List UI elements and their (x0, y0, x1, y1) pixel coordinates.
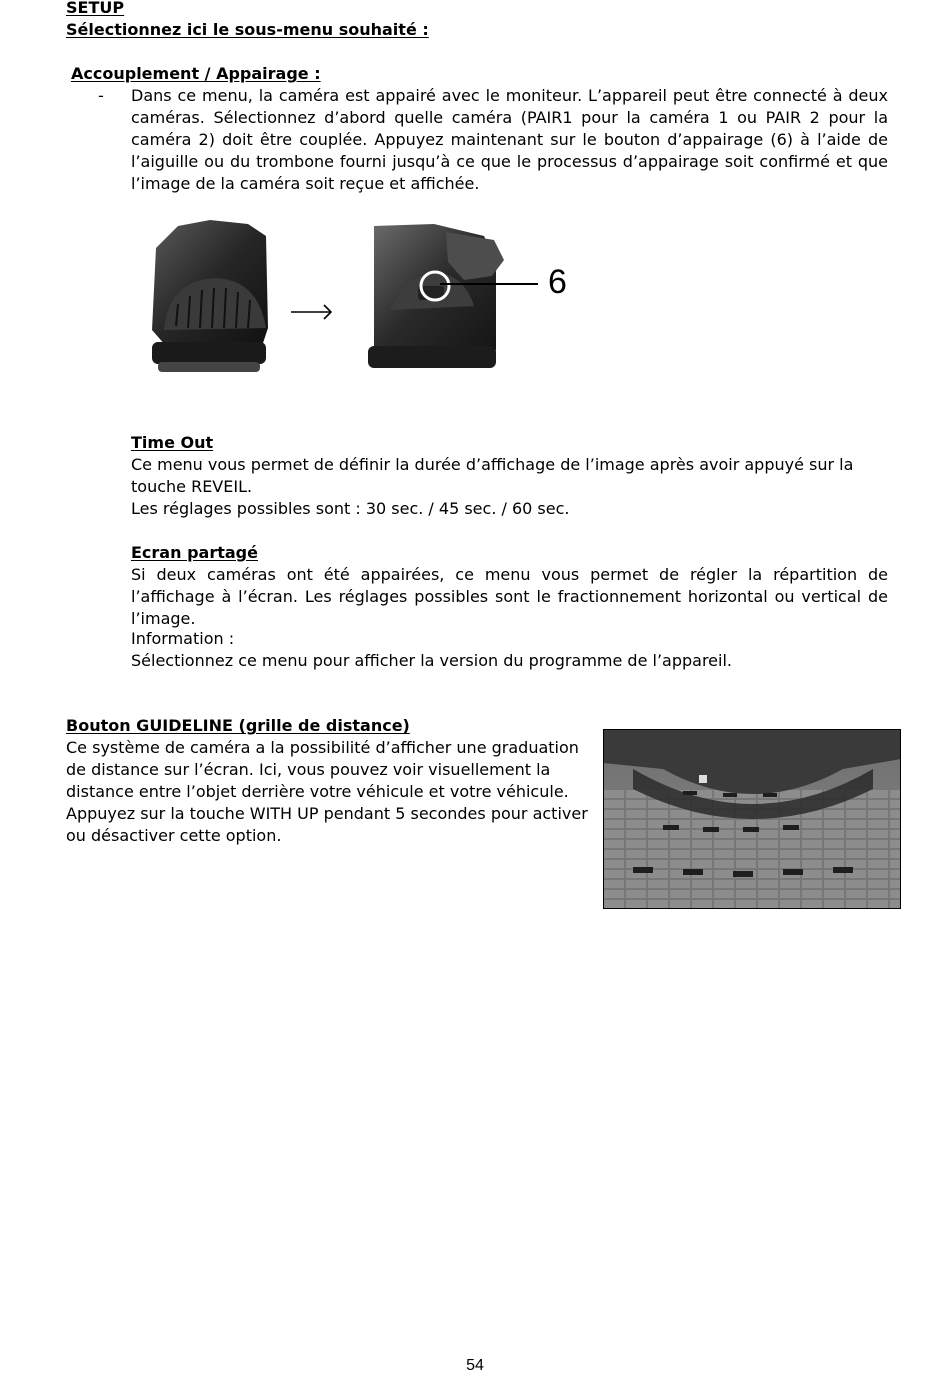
camera-front-image (148, 218, 273, 376)
guideline-text: Ce système de caméra a la possibilité d’afficher une graduation de distance sur l’écran. Ici, vous pouvez voir visuellement la distance entre l’objet derrière votre véhicule et votre véhicule. Appuyez sur la touche WITH UP pendant 5 secondes pour activer ou désactiver cette option. (66, 738, 588, 845)
guideline-heading: Bouton GUIDELINE (grille de distance) (66, 716, 410, 735)
rear-camera-view-image (603, 729, 901, 909)
bullet-dash: - (98, 86, 104, 105)
split-screen-heading: Ecran partagé (131, 543, 258, 562)
page-title: SETUP (66, 0, 125, 17)
pairing-heading: Accouplement / Appairage : (71, 64, 321, 83)
timeout-heading: Time Out (131, 433, 214, 452)
arrow-right-icon (280, 296, 336, 326)
page-number: 54 (466, 1357, 484, 1374)
timeout-settings: Les réglages possibles sont : 30 sec. / 45 sec. / 60 sec. (131, 499, 570, 518)
pairing-text: Dans ce menu, la caméra est appairé avec le moniteur. L’appareil peut être connecté à deux caméras. Sélectionnez d’abord quelle caméra (PAIR1 pour la caméra 1 ou PAIR 2 pour la caméra 2) doit être couplée. Appuyez maintenant sur le bouton d’appairage (6) à l’aide de l’aiguille ou du trombone fourni jusqu’à ce que le processus d’appairage soit confirmé et que l’image de la caméra soit reçue et affichée. (131, 86, 888, 193)
callout-label-6: 6 (548, 263, 567, 301)
information-heading: Information : (131, 629, 235, 648)
callout-line (440, 270, 540, 298)
split-screen-text: Si deux caméras ont été appairées, ce menu vous permet de régler la répartition de l’affichage à l’écran. Les réglages possibles sont le fractionnement horizontal ou vertical de l’image. (131, 565, 888, 628)
timeout-text: Ce menu vous permet de définir la durée d’affichage de l’image après avoir appuyé sur la touche REVEIL. (131, 455, 854, 496)
page-subtitle: Sélectionnez ici le sous-menu souhaité : (66, 20, 429, 39)
information-text: Sélectionnez ce menu pour afficher la version du programme de l’appareil. (131, 651, 732, 670)
